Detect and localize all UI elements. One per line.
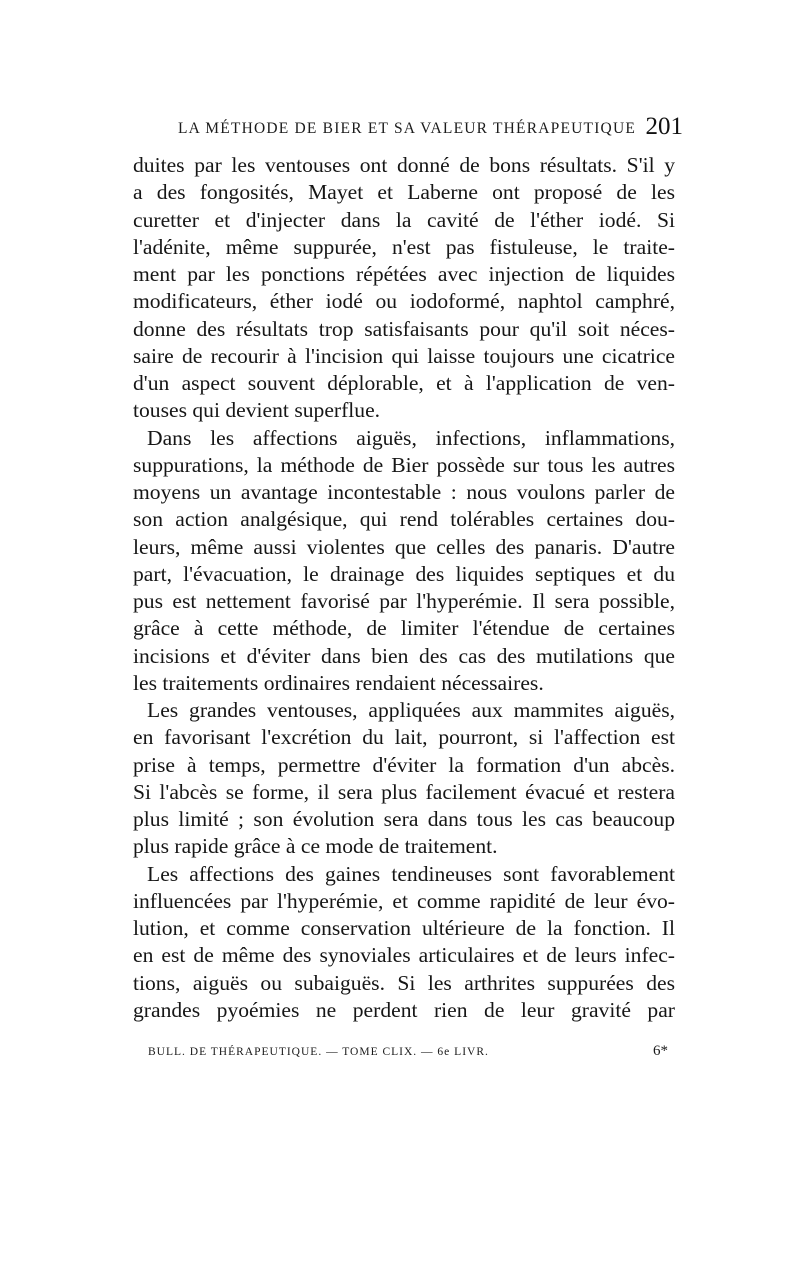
text-line: l'adénite, même suppurée, n'est pas fistuleuse, le traite-	[133, 234, 675, 259]
text-line: grâce à cette méthode, de limiter l'étendue de certaines	[133, 616, 675, 641]
text-line: leurs, même aussi violentes que celles des panaris. D'autre	[133, 534, 675, 559]
text-line: saire de recourir à l'incision qui laisse toujours une cicatrice	[133, 343, 675, 368]
running-head	[148, 113, 683, 145]
text-line: en est de même des synoviales articulaires et de leurs infec-	[133, 943, 675, 968]
text-line: incisions et d'éviter dans bien des cas des mutilations que	[133, 643, 675, 668]
page-number: 201	[645, 113, 683, 140]
paragraph-start-line: Les grandes ventouses, appliquées aux mammites aiguës,	[147, 698, 675, 722]
text-line: curetter et d'injecter dans la cavité de l'éther iodé. Si	[133, 207, 675, 232]
text-line: ment par les ponctions répétées avec injection de liquides	[133, 262, 675, 286]
text-line: moyens un avantage incontestable : nous voulons parler de	[133, 480, 675, 504]
body-text	[133, 152, 675, 1024]
text-line: pus est nettement favorisé par l'hyperémie. Il sera possible,	[133, 589, 675, 613]
paragraph-end-line: touses qui devient superflue.	[133, 398, 381, 423]
text-line: en favorisant l'excrétion du lait, pourront, si l'affection est	[133, 725, 675, 750]
text-line: grandes pyoémies ne perdent rien de leur gravité par	[133, 997, 675, 1022]
text-line: part, l'évacuation, le drainage des liquides septiques et du	[133, 561, 675, 586]
paragraph-start-line: Dans les affections aiguës, infections, inflammations,	[147, 425, 675, 450]
text-line: prise à temps, permettre d'éviter la formation d'un abcès.	[133, 752, 675, 777]
text-line: Si l'abcès se forme, il sera plus facilement évacué et restera	[133, 779, 675, 804]
text-line: son action analgésique, qui rend tolérables certaines dou-	[133, 507, 675, 532]
printer-signature-line	[148, 1043, 668, 1065]
running-head-title: LA MÉTHODE DE BIER ET SA VALEUR THÉRAPEUTIQUE	[178, 120, 637, 137]
text-line: duites par les ventouses ont donné de bons résultats. S'il y	[133, 153, 675, 177]
text-line: lution, et comme conservation ultérieure de la fonction. Il	[133, 916, 675, 940]
paragraph-end-line: plus rapide grâce à ce mode de traitement.	[133, 834, 498, 859]
signature-mark: 6*	[653, 1043, 668, 1059]
text-line: d'un aspect souvent déplorable, et à l'application de ven-	[133, 371, 675, 395]
text-line: tions, aiguës ou subaiguës. Si les arthrites suppurées des	[133, 970, 675, 995]
paragraph-start-line: Les affections des gaines tendineuses sont favorablement	[147, 861, 675, 886]
text-line: plus limité ; son évolution sera dans tous les cas beaucoup	[133, 807, 675, 831]
text-line: suppurations, la méthode de Bier possède sur tous les autres	[133, 452, 675, 477]
signature-text: BULL. DE THÉRAPEUTIQUE. — TOME CLIX. — 6e LIVR.	[148, 1046, 489, 1058]
text-line: influencées par l'hyperémie, et comme rapidité de leur évo-	[133, 888, 675, 913]
text-line: donne des résultats trop satisfaisants pour qu'il soit néces-	[133, 316, 675, 341]
text-line: a des fongosités, Mayet et Laberne ont proposé de les	[133, 180, 675, 205]
paragraph-end-line: les traitements ordinaires rendaient nécessaires.	[133, 670, 544, 695]
text-line: modificateurs, éther iodé ou iodoformé, naphtol camphré,	[133, 289, 675, 314]
